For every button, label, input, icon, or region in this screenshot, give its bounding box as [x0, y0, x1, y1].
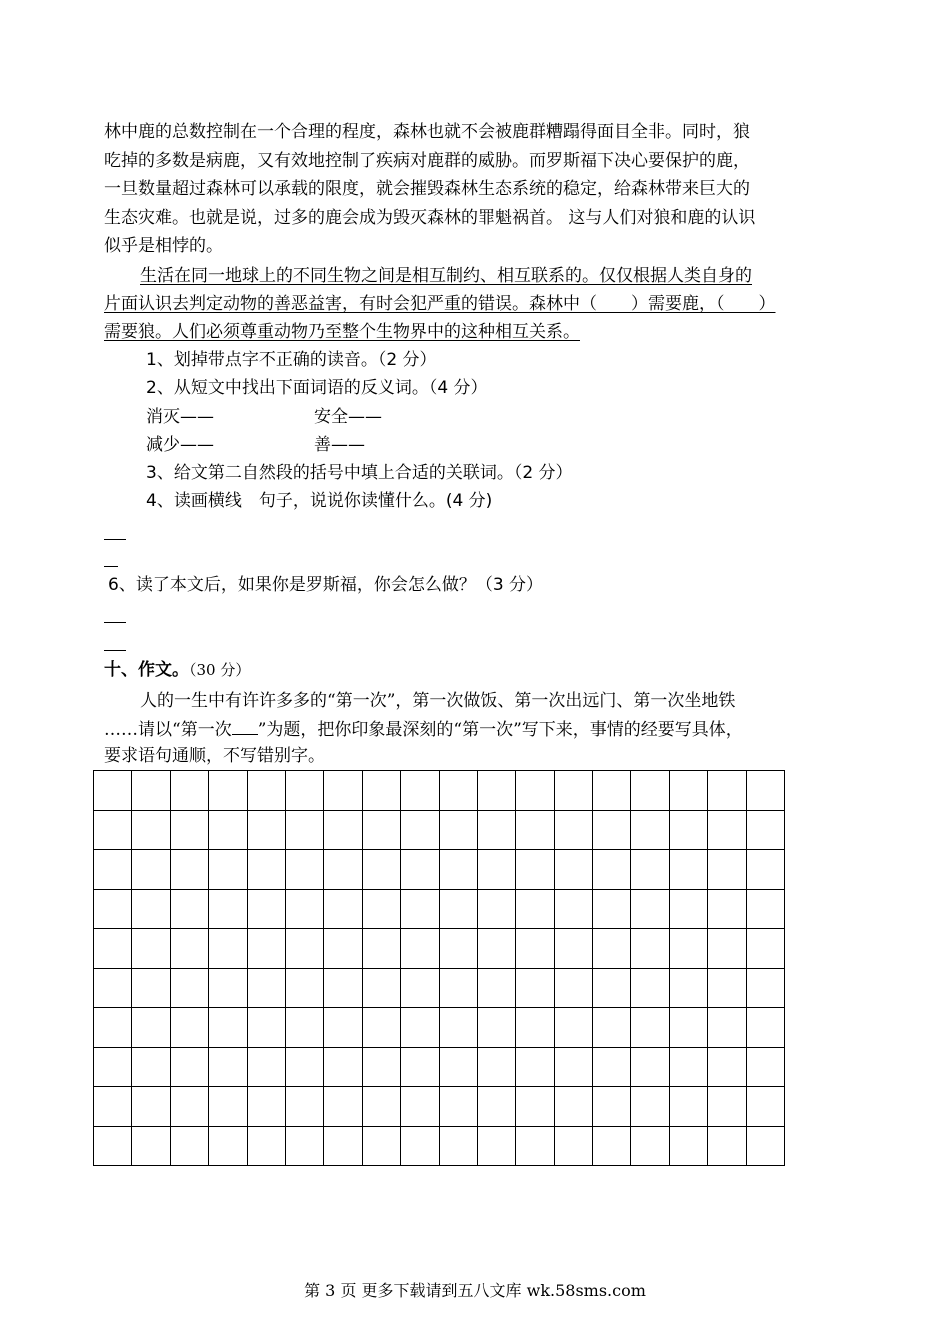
- grid-cell[interactable]: [708, 929, 746, 969]
- grid-cell[interactable]: [593, 1047, 631, 1087]
- writing-grid[interactable]: [93, 770, 785, 1166]
- question-2: 2、从短文中找出下面词语的反义词。（4 分）: [146, 378, 488, 398]
- grid-cell[interactable]: [516, 810, 554, 850]
- grid-cell[interactable]: [324, 1008, 362, 1048]
- question-3: 3、给文第二自然段的括号中填上合适的关联词。（2 分）: [146, 463, 573, 483]
- answer-line[interactable]: [104, 650, 126, 651]
- grid-cell[interactable]: [708, 889, 746, 929]
- answer-line[interactable]: [104, 566, 118, 567]
- grid-cell[interactable]: [669, 1047, 707, 1087]
- grid-cell[interactable]: [132, 889, 170, 929]
- grid-row: [94, 968, 785, 1008]
- grid-cell[interactable]: [669, 889, 707, 929]
- grid-cell[interactable]: [593, 968, 631, 1008]
- grid-cell[interactable]: [209, 1087, 247, 1127]
- grid-cell[interactable]: [94, 1008, 132, 1048]
- grid-cell[interactable]: [746, 771, 784, 811]
- grid-cell[interactable]: [554, 1047, 592, 1087]
- grid-cell[interactable]: [669, 929, 707, 969]
- grid-cell[interactable]: [746, 810, 784, 850]
- grid-cell[interactable]: [362, 1008, 400, 1048]
- grid-cell[interactable]: [631, 850, 669, 890]
- grid-cell[interactable]: [247, 889, 285, 929]
- grid-cell[interactable]: [746, 1087, 784, 1127]
- grid-cell[interactable]: [401, 1008, 439, 1048]
- composition-prompt-2b: ”为题，把你印象最深刻的“第一次”写下来，事情的经要写具体，: [257, 720, 743, 740]
- grid-cell[interactable]: [669, 1087, 707, 1127]
- grid-cell[interactable]: [554, 850, 592, 890]
- grid-cell[interactable]: [516, 1008, 554, 1048]
- grid-cell[interactable]: [708, 850, 746, 890]
- grid-cell[interactable]: [362, 968, 400, 1008]
- passage-line-2: 吃掉的多数是病鹿，又有效地控制了疾病对鹿群的威胁。而罗斯福下决心要保护的鹿，: [104, 151, 750, 171]
- grid-cell[interactable]: [708, 810, 746, 850]
- grid-cell[interactable]: [593, 929, 631, 969]
- page-footer: 第 3 页 更多下载请到五八文库 wk.58sms.com: [304, 1281, 646, 1300]
- grid-cell[interactable]: [554, 889, 592, 929]
- grid-cell[interactable]: [631, 929, 669, 969]
- grid-cell[interactable]: [477, 1126, 515, 1166]
- grid-cell[interactable]: [285, 1008, 323, 1048]
- grid-cell[interactable]: [439, 771, 477, 811]
- grid-cell[interactable]: [285, 889, 323, 929]
- grid-cell[interactable]: [362, 1126, 400, 1166]
- grid-cell[interactable]: [516, 968, 554, 1008]
- question-6: 6、读了本文后，如果你是罗斯福，你会怎么做？（3 分）: [108, 575, 544, 595]
- underlined-line-2: 片面认识去判定动物的善恶益害，有时会犯严重的错误。森林中（ ）需要鹿，（ ）: [104, 294, 776, 314]
- grid-cell[interactable]: [170, 889, 208, 929]
- grid-cell[interactable]: [516, 889, 554, 929]
- grid-cell[interactable]: [401, 889, 439, 929]
- composition-points: （30 分）: [189, 661, 251, 679]
- grid-cell[interactable]: [94, 1087, 132, 1127]
- passage-line-4: 生态灾难。也就是说，过多的鹿会成为毁灭森林的罪魁祸首。 这与人们对狼和鹿的认识: [104, 208, 756, 228]
- grid-cell[interactable]: [324, 850, 362, 890]
- grid-cell[interactable]: [209, 810, 247, 850]
- grid-cell[interactable]: [132, 1126, 170, 1166]
- grid-cell[interactable]: [554, 968, 592, 1008]
- grid-cell[interactable]: [362, 1087, 400, 1127]
- grid-cell[interactable]: [746, 1008, 784, 1048]
- grid-cell[interactable]: [477, 1047, 515, 1087]
- grid-cell[interactable]: [132, 771, 170, 811]
- grid-row: [94, 1126, 785, 1166]
- grid-cell[interactable]: [209, 771, 247, 811]
- grid-cell[interactable]: [401, 968, 439, 1008]
- grid-cell[interactable]: [324, 771, 362, 811]
- question-4: 4、读画横线 句子，说说你读懂什么。(4 分): [146, 491, 493, 511]
- grid-cell[interactable]: [362, 929, 400, 969]
- grid-row: [94, 889, 785, 929]
- grid-cell[interactable]: [285, 929, 323, 969]
- grid-cell[interactable]: [247, 1047, 285, 1087]
- composition-prompt-2: [104, 718, 743, 741]
- grid-cell[interactable]: [708, 1126, 746, 1166]
- grid-cell[interactable]: [439, 850, 477, 890]
- composition-prompt-3: 要求语句通顺，不写错别字。: [104, 746, 325, 766]
- grid-cell[interactable]: [669, 771, 707, 811]
- grid-cell[interactable]: [209, 850, 247, 890]
- underlined-line-3: 需要狼。人们必须尊重动物乃至整个生物界中的这种相互关系。: [104, 322, 580, 342]
- grid-cell[interactable]: [401, 1087, 439, 1127]
- grid-cell[interactable]: [362, 850, 400, 890]
- grid-cell[interactable]: [170, 810, 208, 850]
- grid-cell[interactable]: [209, 889, 247, 929]
- grid-cell[interactable]: [516, 771, 554, 811]
- grid-cell[interactable]: [401, 771, 439, 811]
- grid-cell[interactable]: [631, 771, 669, 811]
- grid-cell[interactable]: [439, 810, 477, 850]
- grid-cell[interactable]: [746, 1126, 784, 1166]
- grid-cell[interactable]: [631, 889, 669, 929]
- grid-row: [94, 1047, 785, 1087]
- grid-cell[interactable]: [477, 968, 515, 1008]
- grid-cell[interactable]: [631, 968, 669, 1008]
- grid-cell[interactable]: [516, 929, 554, 969]
- grid-cell[interactable]: [247, 929, 285, 969]
- grid-cell[interactable]: [247, 968, 285, 1008]
- grid-cell[interactable]: [94, 810, 132, 850]
- grid-row: [94, 929, 785, 969]
- grid-cell[interactable]: [170, 771, 208, 811]
- grid-cell[interactable]: [247, 810, 285, 850]
- grid-cell[interactable]: [132, 1047, 170, 1087]
- grid-cell[interactable]: [401, 850, 439, 890]
- grid-row: [94, 1008, 785, 1048]
- antonym-jianshao: 减少——: [146, 435, 214, 455]
- grid-cell[interactable]: [746, 929, 784, 969]
- grid-cell[interactable]: [631, 810, 669, 850]
- grid-cell[interactable]: [554, 771, 592, 811]
- composition-prompt-1: 人的一生中有许许多多的“第一次”，第一次做饭、第一次出远门、第一次坐地铁: [140, 691, 736, 711]
- grid-cell[interactable]: [170, 968, 208, 1008]
- grid-cell[interactable]: [94, 1126, 132, 1166]
- grid-cell[interactable]: [132, 929, 170, 969]
- grid-cell[interactable]: [439, 889, 477, 929]
- grid-cell[interactable]: [477, 850, 515, 890]
- grid-cell[interactable]: [285, 968, 323, 1008]
- grid-cell[interactable]: [631, 1087, 669, 1127]
- grid-cell[interactable]: [746, 889, 784, 929]
- question-1: 1、划掉带点字不正确的读音。（2 分）: [146, 350, 437, 370]
- grid-cell[interactable]: [669, 1008, 707, 1048]
- grid-row: [94, 810, 785, 850]
- grid-cell[interactable]: [209, 1008, 247, 1048]
- answer-line[interactable]: [104, 622, 126, 623]
- grid-cell[interactable]: [439, 1047, 477, 1087]
- grid-cell[interactable]: [401, 929, 439, 969]
- grid-cell[interactable]: [593, 810, 631, 850]
- grid-cell[interactable]: [593, 1126, 631, 1166]
- title-blank[interactable]: [232, 718, 258, 735]
- grid-cell[interactable]: [324, 929, 362, 969]
- grid-cell[interactable]: [324, 1126, 362, 1166]
- grid-cell[interactable]: [593, 850, 631, 890]
- composition-heading-row: [104, 659, 250, 681]
- grid-cell[interactable]: [324, 810, 362, 850]
- grid-cell[interactable]: [669, 850, 707, 890]
- grid-cell[interactable]: [708, 1047, 746, 1087]
- grid-cell[interactable]: [170, 850, 208, 890]
- grid-cell[interactable]: [439, 1087, 477, 1127]
- grid-cell[interactable]: [593, 771, 631, 811]
- underlined-line-1: 生活在同一地球上的不同生物之间是相互制约、相互联系的。仅仅根据人类自身的: [140, 266, 752, 286]
- antonym-anquan: 安全——: [314, 407, 382, 427]
- grid-cell[interactable]: [132, 1087, 170, 1127]
- grid-cell[interactable]: [285, 810, 323, 850]
- grid-cell[interactable]: [554, 1008, 592, 1048]
- grid-cell[interactable]: [746, 1047, 784, 1087]
- grid-cell[interactable]: [708, 968, 746, 1008]
- grid-cell[interactable]: [247, 1126, 285, 1166]
- grid-cell[interactable]: [477, 1087, 515, 1127]
- grid-cell[interactable]: [170, 929, 208, 969]
- antonym-shan: 善——: [314, 435, 365, 455]
- grid-cell[interactable]: [132, 1008, 170, 1048]
- grid-cell[interactable]: [439, 1126, 477, 1166]
- grid-cell[interactable]: [247, 771, 285, 811]
- grid-cell[interactable]: [362, 771, 400, 811]
- grid-cell[interactable]: [669, 968, 707, 1008]
- grid-cell[interactable]: [247, 1087, 285, 1127]
- grid-cell[interactable]: [477, 1008, 515, 1048]
- grid-cell[interactable]: [477, 771, 515, 811]
- grid-cell[interactable]: [94, 968, 132, 1008]
- grid-row: [94, 1087, 785, 1127]
- grid-row: [94, 850, 785, 890]
- grid-cell[interactable]: [285, 1087, 323, 1127]
- grid-cell[interactable]: [170, 1008, 208, 1048]
- grid-cell[interactable]: [209, 968, 247, 1008]
- grid-cell[interactable]: [631, 1047, 669, 1087]
- grid-cell[interactable]: [477, 810, 515, 850]
- grid-cell[interactable]: [516, 1087, 554, 1127]
- grid-cell[interactable]: [94, 771, 132, 811]
- grid-cell[interactable]: [554, 929, 592, 969]
- grid-cell[interactable]: [94, 850, 132, 890]
- grid-cell[interactable]: [631, 1008, 669, 1048]
- grid-cell[interactable]: [401, 810, 439, 850]
- grid-cell[interactable]: [247, 1008, 285, 1048]
- grid-cell[interactable]: [593, 889, 631, 929]
- grid-cell[interactable]: [94, 929, 132, 969]
- passage-line-3: 一旦数量超过森林可以承载的限度，就会摧毁森林生态系统的稳定，给森林带来巨大的: [104, 179, 750, 199]
- grid-cell[interactable]: [708, 771, 746, 811]
- composition-heading: 十、作文。: [104, 660, 189, 680]
- grid-cell[interactable]: [554, 810, 592, 850]
- grid-cell[interactable]: [593, 1008, 631, 1048]
- passage-line-5: 似乎是相悖的。: [104, 236, 223, 256]
- grid-cell[interactable]: [362, 810, 400, 850]
- grid-cell[interactable]: [439, 968, 477, 1008]
- grid-cell[interactable]: [746, 850, 784, 890]
- grid-cell[interactable]: [401, 1126, 439, 1166]
- grid-cell[interactable]: [477, 929, 515, 969]
- grid-cell[interactable]: [285, 1047, 323, 1087]
- grid-cell[interactable]: [285, 850, 323, 890]
- grid-cell[interactable]: [516, 1126, 554, 1166]
- grid-cell[interactable]: [94, 1047, 132, 1087]
- grid-cell[interactable]: [516, 1047, 554, 1087]
- grid-cell[interactable]: [631, 1126, 669, 1166]
- grid-cell[interactable]: [209, 929, 247, 969]
- grid-cell[interactable]: [132, 810, 170, 850]
- grid-cell[interactable]: [554, 1087, 592, 1127]
- grid-cell[interactable]: [708, 1087, 746, 1127]
- passage-line-1: 林中鹿的总数控制在一个合理的程度，森林也就不会被鹿群糟蹋得面目全非。同时，狼: [104, 122, 750, 142]
- grid-cell[interactable]: [209, 1047, 247, 1087]
- grid-cell[interactable]: [439, 929, 477, 969]
- grid-cell[interactable]: [554, 1126, 592, 1166]
- grid-row: [94, 771, 785, 811]
- grid-cell[interactable]: [439, 1008, 477, 1048]
- grid-cell[interactable]: [247, 850, 285, 890]
- grid-cell[interactable]: [669, 1126, 707, 1166]
- grid-cell[interactable]: [708, 1008, 746, 1048]
- grid-cell[interactable]: [324, 1047, 362, 1087]
- answer-line[interactable]: [104, 539, 126, 540]
- grid-cell[interactable]: [362, 1047, 400, 1087]
- grid-cell[interactable]: [746, 968, 784, 1008]
- grid-cell[interactable]: [401, 1047, 439, 1087]
- grid-cell[interactable]: [209, 1126, 247, 1166]
- grid-cell[interactable]: [324, 968, 362, 1008]
- composition-prompt-2a: ……请以“第一次: [104, 720, 232, 740]
- grid-cell[interactable]: [285, 1126, 323, 1166]
- grid-cell[interactable]: [477, 889, 515, 929]
- antonym-xiaomie: 消灭——: [146, 407, 214, 427]
- grid-cell[interactable]: [593, 1087, 631, 1127]
- grid-cell[interactable]: [170, 1087, 208, 1127]
- grid-cell[interactable]: [285, 771, 323, 811]
- grid-cell[interactable]: [132, 850, 170, 890]
- grid-cell[interactable]: [170, 1126, 208, 1166]
- grid-cell[interactable]: [132, 968, 170, 1008]
- grid-cell[interactable]: [170, 1047, 208, 1087]
- grid-cell[interactable]: [362, 889, 400, 929]
- grid-cell[interactable]: [324, 1087, 362, 1127]
- grid-cell[interactable]: [516, 850, 554, 890]
- grid-cell[interactable]: [324, 889, 362, 929]
- grid-cell[interactable]: [669, 810, 707, 850]
- grid-cell[interactable]: [94, 889, 132, 929]
